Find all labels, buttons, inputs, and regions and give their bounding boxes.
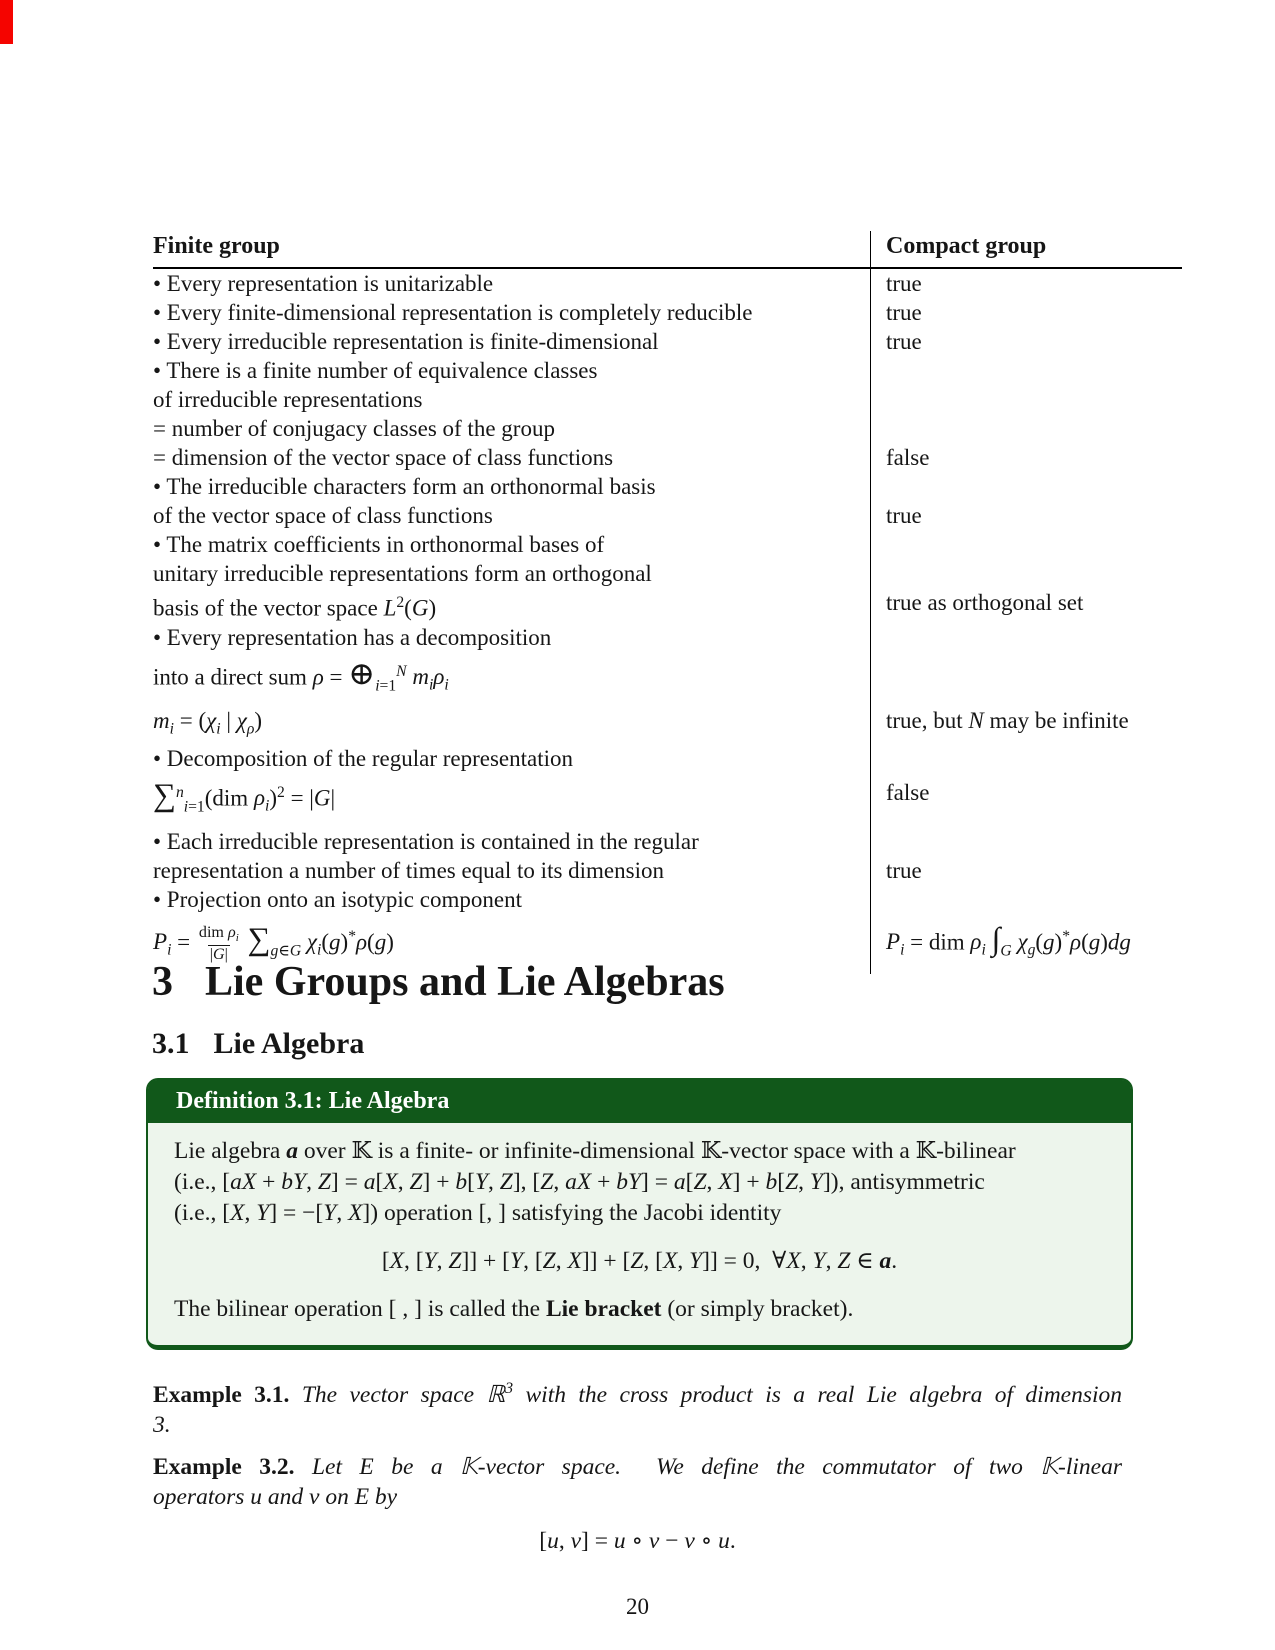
table-row (153, 414, 1182, 443)
definition-box (146, 1078, 1133, 1350)
finite-group-cell: = number of conjugacy classes of the group (153, 414, 871, 443)
finite-group-cell: into a direct sum $\rho = \oplus_{i=1}^N$ $m_i\rho_i$ (153, 652, 871, 706)
definition-title: Definition 3.1: Lie Algebra (148, 1080, 1131, 1123)
finite-group-cell: unitary irreducible representations form an orthogonal (153, 559, 871, 588)
table-row (153, 706, 1182, 744)
subsection-heading (152, 1026, 364, 1062)
table-row (153, 530, 1182, 559)
table-row (153, 501, 1182, 530)
subsection-title: Lie Algebra (213, 1027, 365, 1060)
finite-vs-compact-table (153, 231, 1182, 974)
compact-group-cell (871, 356, 1182, 385)
table-row (153, 885, 1182, 914)
example-text-line: 3. (153, 1411, 171, 1438)
table-row (153, 856, 1182, 885)
definition-body-line: (i.e., [X, Y] = −[Y, X]) operation [, ] satisfying the Jacobi identity (174, 1200, 782, 1226)
finite-group-cell: • Every finite-dimensional representation is completely reducible (153, 298, 871, 327)
finite-group-cell: $P_i$ = $\frac{dim \rho_i}{|G|}$ $\sum_{g\in G}$ $\chi_i(g)^*\rho(g)$ (153, 914, 871, 974)
compact-group-cell: true (886, 503, 922, 528)
compact-group-cell (871, 652, 1182, 706)
commutator-equation: [u, v] = u ∘ v − v ∘ u. (539, 1528, 736, 1554)
finite-group-cell: • Decomposition of the regular representation (153, 744, 871, 773)
red-marker-artifact (0, 0, 13, 44)
example-text-line: operators u and v on E by (153, 1484, 398, 1510)
definition-footer: The bilinear operation [ , ] is called the Lie bracket (or simply bracket). (174, 1296, 854, 1322)
section-title: Lie Groups and Lie Algebras (205, 959, 725, 1005)
table-row (153, 269, 1182, 298)
compact-group-cell: $P_i$ = dim $\rho_i$ $\int_G$ $\chi_g(g)^*\rho(g)dg$ (886, 920, 1131, 959)
finite-group-cell: • Every representation has a decomposition (153, 623, 871, 652)
definition-body (148, 1123, 1131, 1345)
table-row (153, 744, 1182, 773)
compact-group-cell: true (886, 329, 922, 354)
table-row (153, 623, 1182, 652)
table-row (153, 443, 1182, 472)
page-number: 20 (626, 1594, 649, 1619)
table-row (153, 773, 1182, 827)
table-row (153, 472, 1182, 501)
finite-group-cell: • Projection onto an isotypic component (153, 885, 871, 914)
table-header-compact-group: Compact group (886, 233, 1047, 259)
table-header-row (153, 231, 1182, 269)
example-3-2 (153, 1452, 1122, 1556)
finite-group-cell: of the vector space of class functions (153, 501, 871, 530)
compact-group-cell: false (886, 445, 930, 470)
table-row (153, 385, 1182, 414)
compact-group-cell (871, 472, 1182, 501)
compact-group-cell: true (886, 300, 922, 325)
compact-group-cell: true (886, 857, 922, 883)
finite-group-cell: ∑$^n_{i=1}$(dim $\rho_i)^2 = |G|$ (153, 773, 871, 827)
compact-group-cell (871, 530, 1182, 559)
table-header-finite-group: Finite group (153, 231, 871, 267)
compact-group-cell (871, 827, 1182, 856)
table-row (153, 588, 1182, 623)
compact-group-cell: true (886, 271, 922, 296)
finite-group-cell: = dimension of the vector space of class functions (153, 443, 871, 472)
finite-group-cell: $m_i = (\chi_i$ | $\chi_\rho$) (153, 706, 871, 744)
finite-group-cell: • Each irreducible representation is contained in the regular (153, 827, 871, 856)
compact-group-cell: true as orthogonal set (886, 590, 1084, 615)
finite-group-cell: basis of the vector space $L^2(G)$ (153, 588, 871, 623)
compact-group-cell (871, 623, 1182, 652)
compact-group-cell (871, 559, 1182, 588)
jacobi-identity-equation: [X, [Y, Z]] + [Y, [Z, X]] + [Z, [X, Y]] = 0, ∀X, Y, Z ∈ a. (381, 1248, 898, 1274)
finite-group-cell: • The matrix coefficients in orthonormal bases of (153, 530, 871, 559)
table-row (153, 298, 1182, 327)
table-row (153, 827, 1182, 856)
finite-group-cell: of irreducible representations (153, 385, 871, 414)
compact-group-cell (871, 385, 1182, 414)
finite-group-cell: • Every representation is unitarizable (153, 269, 871, 298)
subsection-number: 3.1 (152, 1027, 190, 1060)
table-row (153, 356, 1182, 385)
section-heading (152, 958, 725, 1006)
finite-group-cell: • There is a finite number of equivalence classes (153, 356, 871, 385)
compact-group-cell: true, but N may be infinite (886, 707, 1129, 733)
compact-group-cell (871, 744, 1182, 773)
compact-group-cell (871, 414, 1182, 443)
finite-group-cell: representation a number of times equal to its dimension (153, 856, 871, 885)
finite-group-cell: • Every irreducible representation is finite-dimensional (153, 327, 871, 356)
definition-body-line: (i.e., [aX + bY, Z] = a[X, Z] + b[Y, Z], [Z, aX + bY] = a[Z, X] + b[Z, Y]), antisymmetric (174, 1169, 985, 1195)
table-row (153, 559, 1182, 588)
compact-group-cell (871, 885, 1182, 914)
finite-group-cell: • The irreducible characters form an orthonormal basis (153, 472, 871, 501)
example-3-1 (153, 1374, 1122, 1440)
example-text-line: Example 3.1. The vector space ℝ$^3$ with the cross product is a real Lie algebra of dimension (153, 1380, 1123, 1408)
definition-body-line: Lie algebra a over 𝕂 is a finite- or infinite-dimensional 𝕂-vector space with a 𝕂-bilinear (174, 1138, 1016, 1164)
table-row (153, 652, 1182, 706)
compact-group-cell: false (886, 779, 930, 805)
example-text-line: Example 3.2. Let E be a 𝕂-vector space. We define the commutator of two 𝕂-linear (153, 1454, 1123, 1480)
section-number: 3 (152, 959, 173, 1005)
table-row (153, 327, 1182, 356)
